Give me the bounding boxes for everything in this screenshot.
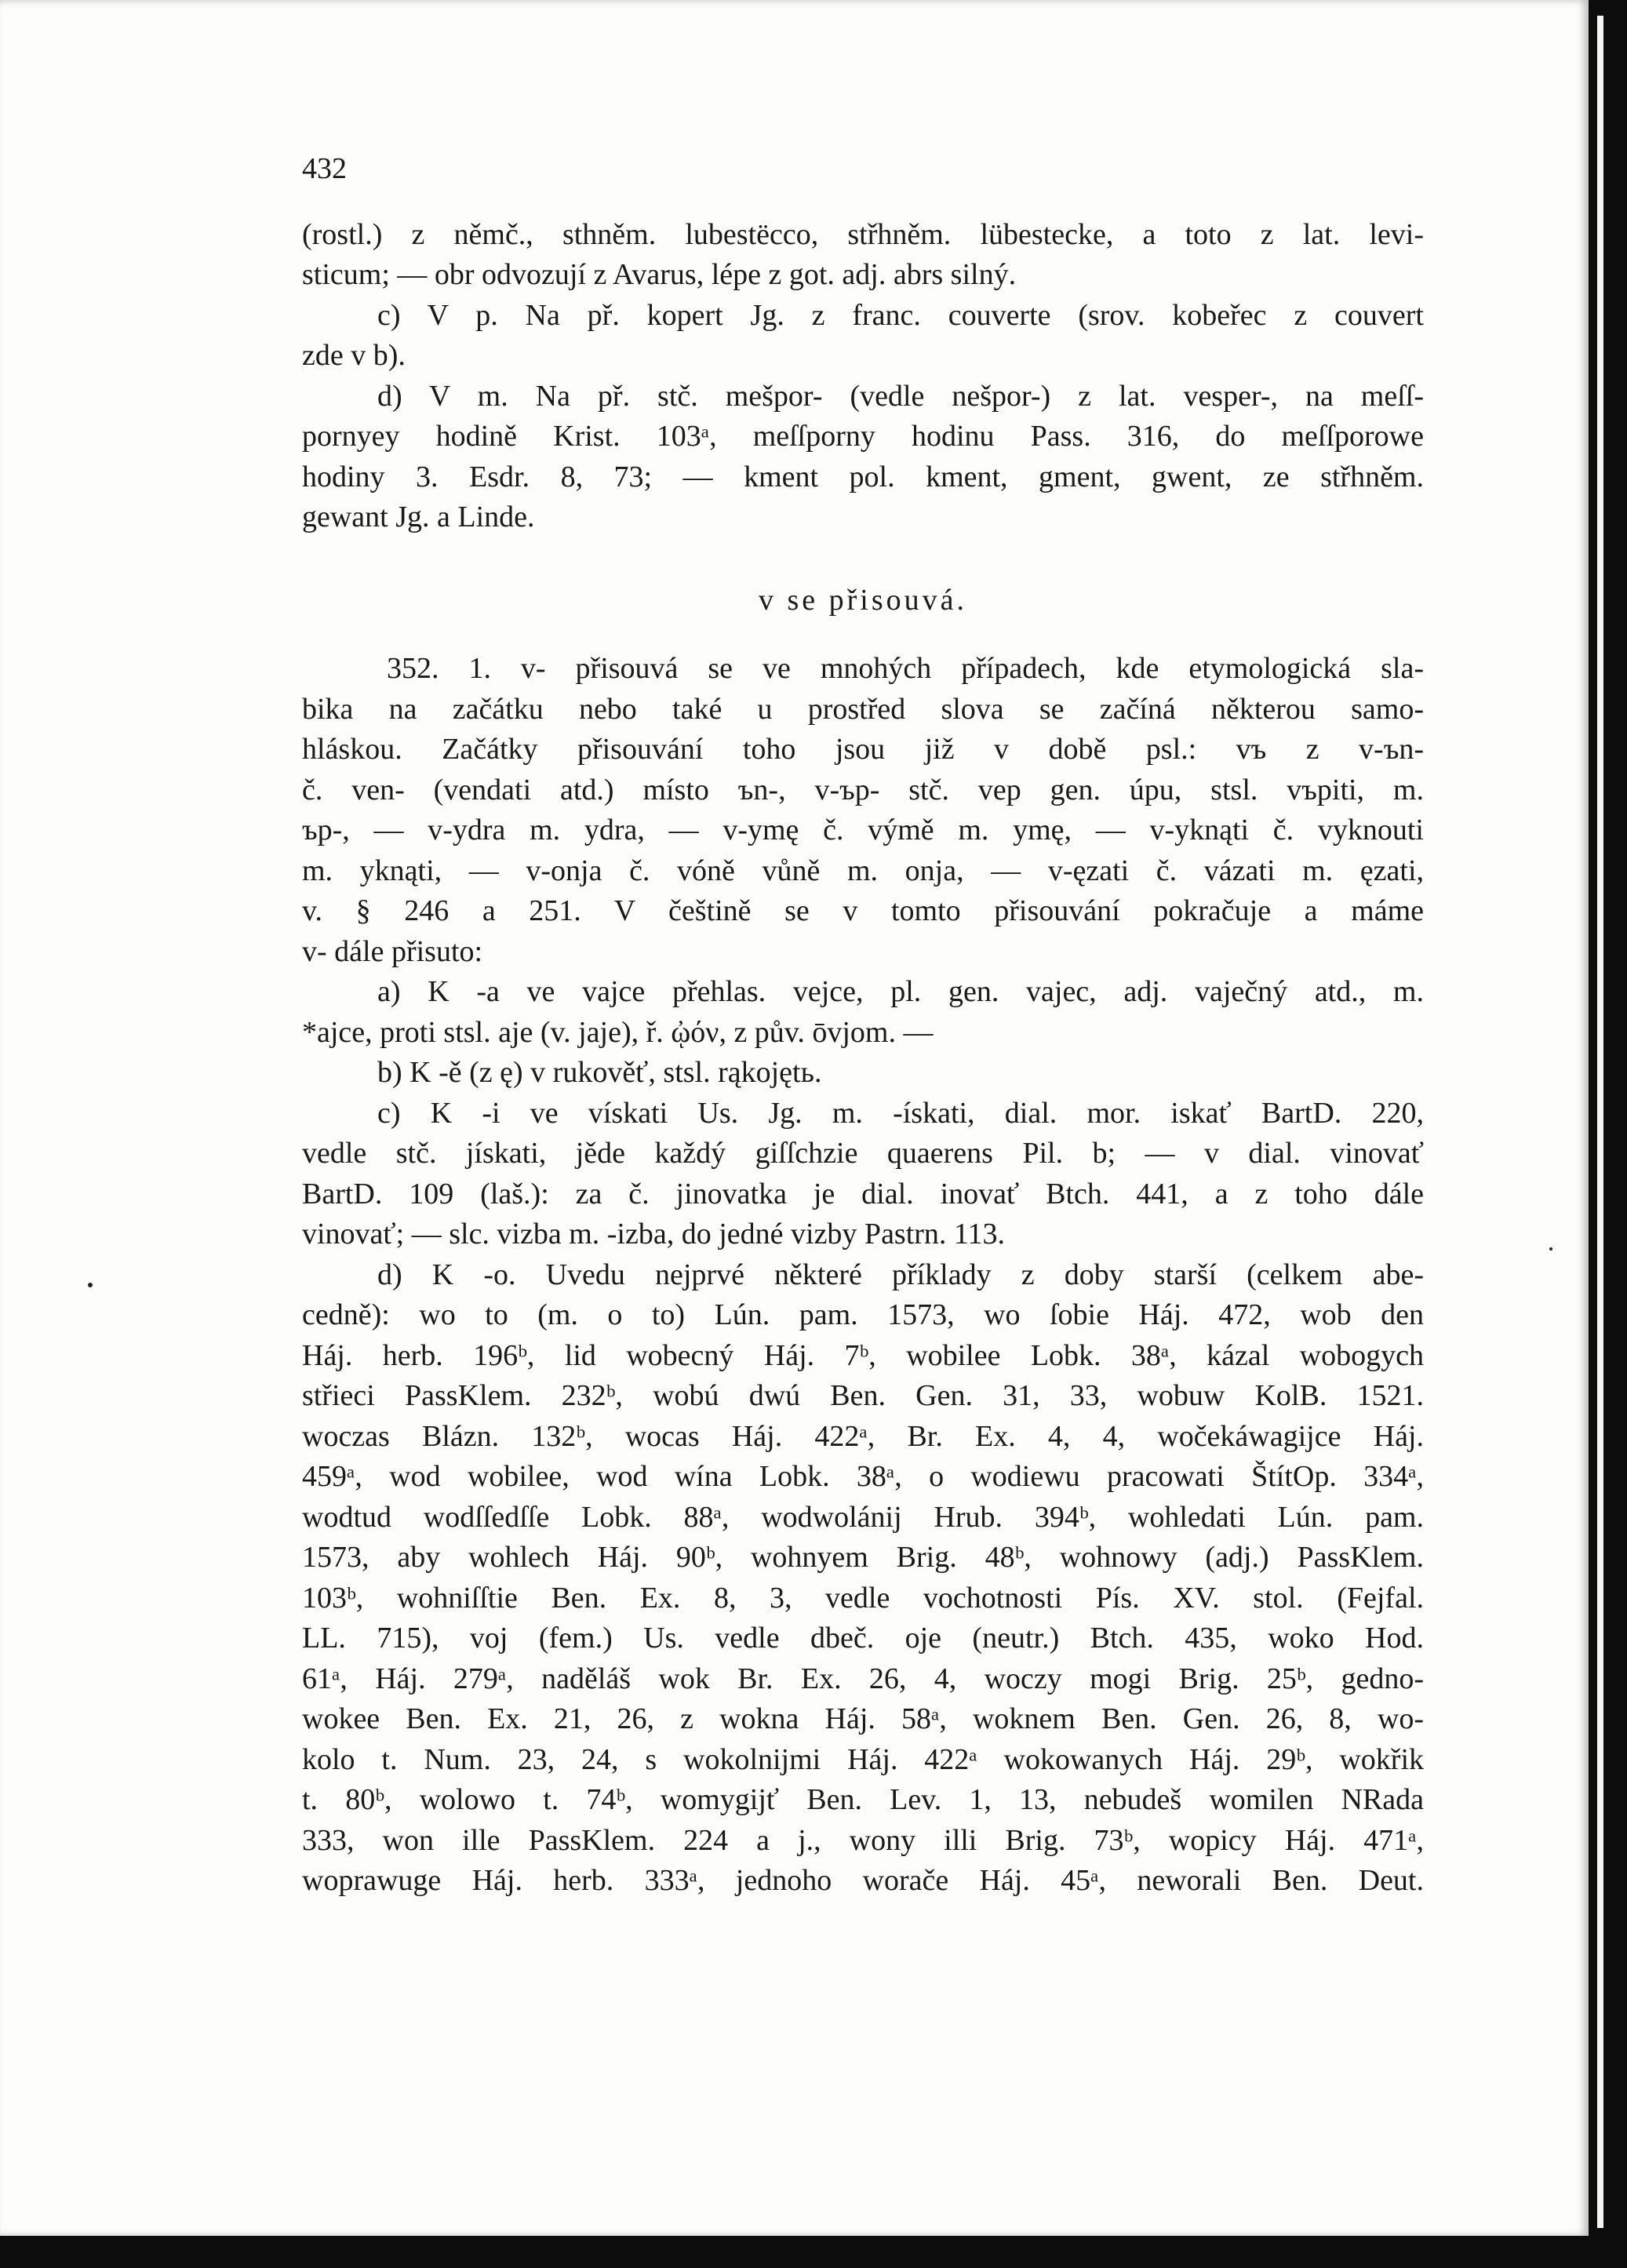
text-line: č. ven- (vendati atd.) místo ъn-, v-ър- stč. vep gen. úpu, stsl. vъpiti, m. [302,773,1424,806]
text-line: b) K -ě (z ę) v rukověť, stsl. rąkojętь. [377,1056,822,1089]
section-352 [302,649,1424,1902]
text-line: 352. 1. v- přisouvá se ve mnohých případech, kde etymologická sla- [387,652,1424,685]
text-line: t. 80ᵇ, wolowo t. 74ᵇ, womygijť Ben. Lev. 1, 13, nebudeš womilen NRada [302,1783,1424,1816]
text-line: střieci PassKlem. 232ᵇ, wobú dwú Ben. Gen. 31, 33, wobuw KolB. 1521. [302,1379,1424,1412]
text-line: c) K -i ve vískati Us. Jg. m. -ískati, dial. mor. iskať BartD. 220, [377,1096,1424,1130]
text-line: d) V m. Na př. stč. mešpor- (vedle nešpor-) z lat. vesper-, na meſſ- [377,379,1424,413]
text-line: v- dále přisuto: [302,934,483,968]
text-line: *ajce, proti stsl. aje (v. jaje), ř. ᾠόν, z pův. ōvjom. — [302,1015,934,1049]
scan-border-bottom [0,2236,1627,2268]
text-line: m. yknąti, — v-onja č. vóně vůně m. onja, — v-ęzati č. vázati m. ęzati, [302,854,1424,887]
text-line: woprawuge Háj. herb. 333ᵃ, jednoho worače Háj. 45ᵃ, neworali Ben. Deut. [302,1864,1424,1897]
text-line: (rostl.) z němč., sthněm. lubestëcco, střhněm. lübestecke, a toto z lat. levi- [302,217,1424,251]
scan-speck [88,1283,93,1287]
section-heading: v se přisouvá. [758,583,968,617]
text-line: BartD. 109 (laš.): za č. jinovatka je dial. inovať Btch. 441, a z toho dále [302,1177,1424,1210]
scan-speck [1549,1247,1552,1250]
text-line: pornyey hodině Krist. 103ᵃ, meſſporny hodinu Pass. 316, do meſſporowe [302,420,1424,453]
text-line: gewant Jg. a Linde. [302,501,535,533]
text-line: vinovať; — slc. vizba m. -izba, do jedné vizby Pastrn. 113. [302,1218,1006,1250]
scan-border-right [1589,0,1627,2268]
text-line: 459ᵃ, wod wobilee, wod wína Lobk. 38ᵃ, o wodiewu pracowati ŠtítOp. 334ᵃ, [302,1460,1424,1493]
top-paragraphs [302,215,1424,538]
page-number: 432 [302,152,347,185]
text-line: zde v b). [302,339,406,372]
text-line: 1573, aby wohlech Háj. 90ᵇ, wohnyem Brig. 48ᵇ, wohnowy (adj.) PassKlem. [302,1541,1424,1574]
scan-page-edge [1597,16,1603,2228]
text-line: hodiny 3. Esdr. 8, 73; — kment pol. kment, gment, gwent, ze střhněm. [302,460,1424,493]
text-line: 61ᵃ, Háj. 279ᵃ, naděláš wok Br. Ex. 26, 4, woczy mogi Brig. 25ᵇ, gedno- [302,1662,1424,1695]
text-line: c) V p. Na př. kopert Jg. z franc. couverte (srov. kobeřec z couvert [377,298,1424,332]
text-line: cedně): wo to (m. o to) Lún. pam. 1573, wo ſobie Háj. 472, wob den [302,1298,1424,1331]
text-line: Háj. herb. 196ᵇ, lid wobecný Háj. 7ᵇ, wobilee Lobk. 38ᵃ, kázal wobogych [302,1338,1424,1372]
text-line: kolo t. Num. 23, 24, s wokolnijmi Háj. 422ᵃ wokowanych Háj. 29ᵇ, wokřik [302,1742,1424,1776]
text-line: wodtud wodſſedſſe Lobk. 88ᵃ, wodwolánij Hrub. 394ᵇ, wohledati Lún. pam. [302,1500,1424,1534]
text-line: wokee Ben. Ex. 21, 26, z wokna Háj. 58ᵃ, woknem Ben. Gen. 26, 8, wo- [302,1702,1424,1735]
text-line: woczas Blázn. 132ᵇ, wocas Háj. 422ᵃ, Br. Ex. 4, 4, wočekáwagijce Háj. [302,1419,1424,1453]
text-line: 103ᵇ, wohniſſtie Ben. Ex. 8, 3, vedle vochotnosti Pís. XV. stol. (Fejfal. [302,1581,1424,1615]
text-line: v. § 246 a 251. V češtině se v tomto přisouvání pokračuje a máme [302,894,1424,927]
text-line: LL. 715), voj (fem.) Us. vedle dbeč. oje (neutr.) Btch. 435, woko Hod. [302,1622,1424,1655]
text-line: 333, won ille PassKlem. 224 a j., wony illi Brig. 73ᵇ, wopicy Háj. 471ᵃ, [302,1823,1424,1857]
text-line: a) K -a ve vajce přehlas. vejce, pl. gen. vajec, adj. vaječný atd., m. [377,975,1424,1008]
text-line: ър-, — v-ydra m. ydra, — v-ymę č. výmě m. ymę, — v-yknąti č. vyknouti [302,814,1424,846]
page-text [302,149,1424,1902]
text-line: vedle stč. jískati, jěde každý giſſchzie quaerens Pil. b; — v dial. vinovať [302,1137,1424,1170]
text-line: d) K -o. Uvedu nejprvé některé příklady z doby starší (celkem abe- [377,1258,1424,1291]
text-line: bika na začátku nebo také u prostřed slova se začíná některou samo- [302,692,1424,726]
text-line: sticum; — obr odvozují z Avarus, lépe z got. adj. abrs silný. [302,258,1017,291]
text-line: hláskou. Začátky přisouvání toho jsou již v době psl.: vъ z v-ъn- [302,733,1424,766]
